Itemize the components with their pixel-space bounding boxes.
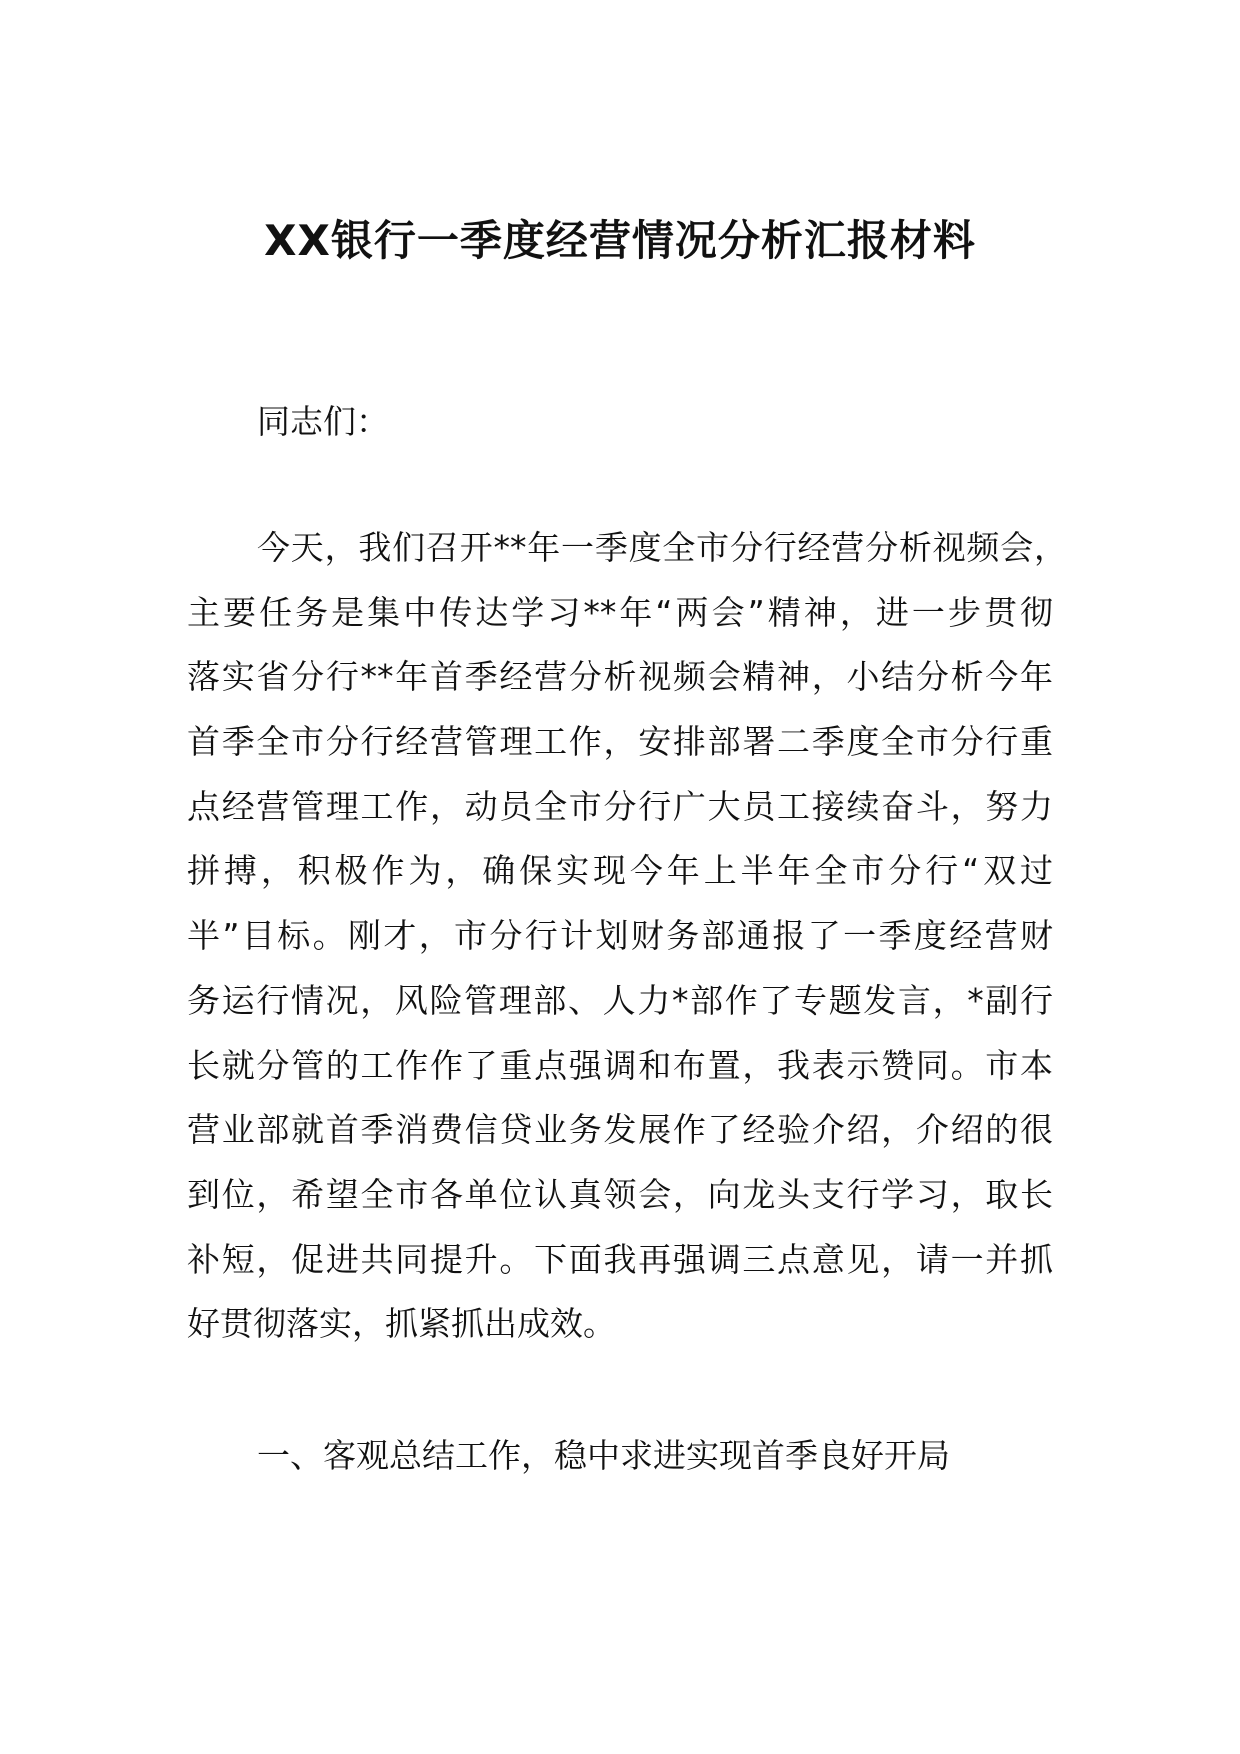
section-heading: 一、客观总结工作，稳中求进实现首季良好开局 xyxy=(257,1436,950,1475)
paragraph-line: 主要任务是集中传达学习**年“两会”精神，进一步贯彻 xyxy=(187,592,1053,632)
paragraph-line: 首季全市分行经营管理工作，安排部署二季度全市分行重 xyxy=(187,722,1053,762)
greeting: 同志们： xyxy=(257,402,389,441)
paragraph-line: 今天，我们召开**年一季度全市分行经营分析视频会， xyxy=(257,528,1067,567)
paragraph-line: 营业部就首季消费信贷业务发展作了经验介绍，介绍的很 xyxy=(187,1110,1053,1150)
paragraph-line: 到位，希望全市各单位认真领会，向龙头支行学习，取长 xyxy=(187,1174,1053,1214)
paragraph-line: 补短，促进共同提升。下面我再强调三点意见，请一并抓 xyxy=(187,1239,1053,1279)
paragraph-line: 好贯彻落实，抓紧抓出成效。 xyxy=(187,1304,616,1344)
paragraph-line: 点经营管理工作，动员全市分行广大员工接续奋斗，努力 xyxy=(187,786,1053,826)
body-paragraph xyxy=(187,525,1067,1366)
document-title: XX银行一季度经营情况分析汇报材料 xyxy=(264,216,976,265)
paragraph-line: 务运行情况，风险管理部、人力*部作了专题发言，*副行 xyxy=(187,980,1053,1020)
paragraph-line: 长就分管的工作作了重点强调和布置，我表示赞同。市本 xyxy=(187,1045,1053,1085)
paragraph-line: 拼搏，积极作为，确保实现今年上半年全市分行“双过 xyxy=(187,851,1053,891)
paragraph-line: 半”目标。刚才，市分行计划财务部通报了一季度经营财 xyxy=(187,916,1053,956)
paragraph-line: 落实省分行**年首季经营分析视频会精神，小结分析今年 xyxy=(187,657,1053,697)
